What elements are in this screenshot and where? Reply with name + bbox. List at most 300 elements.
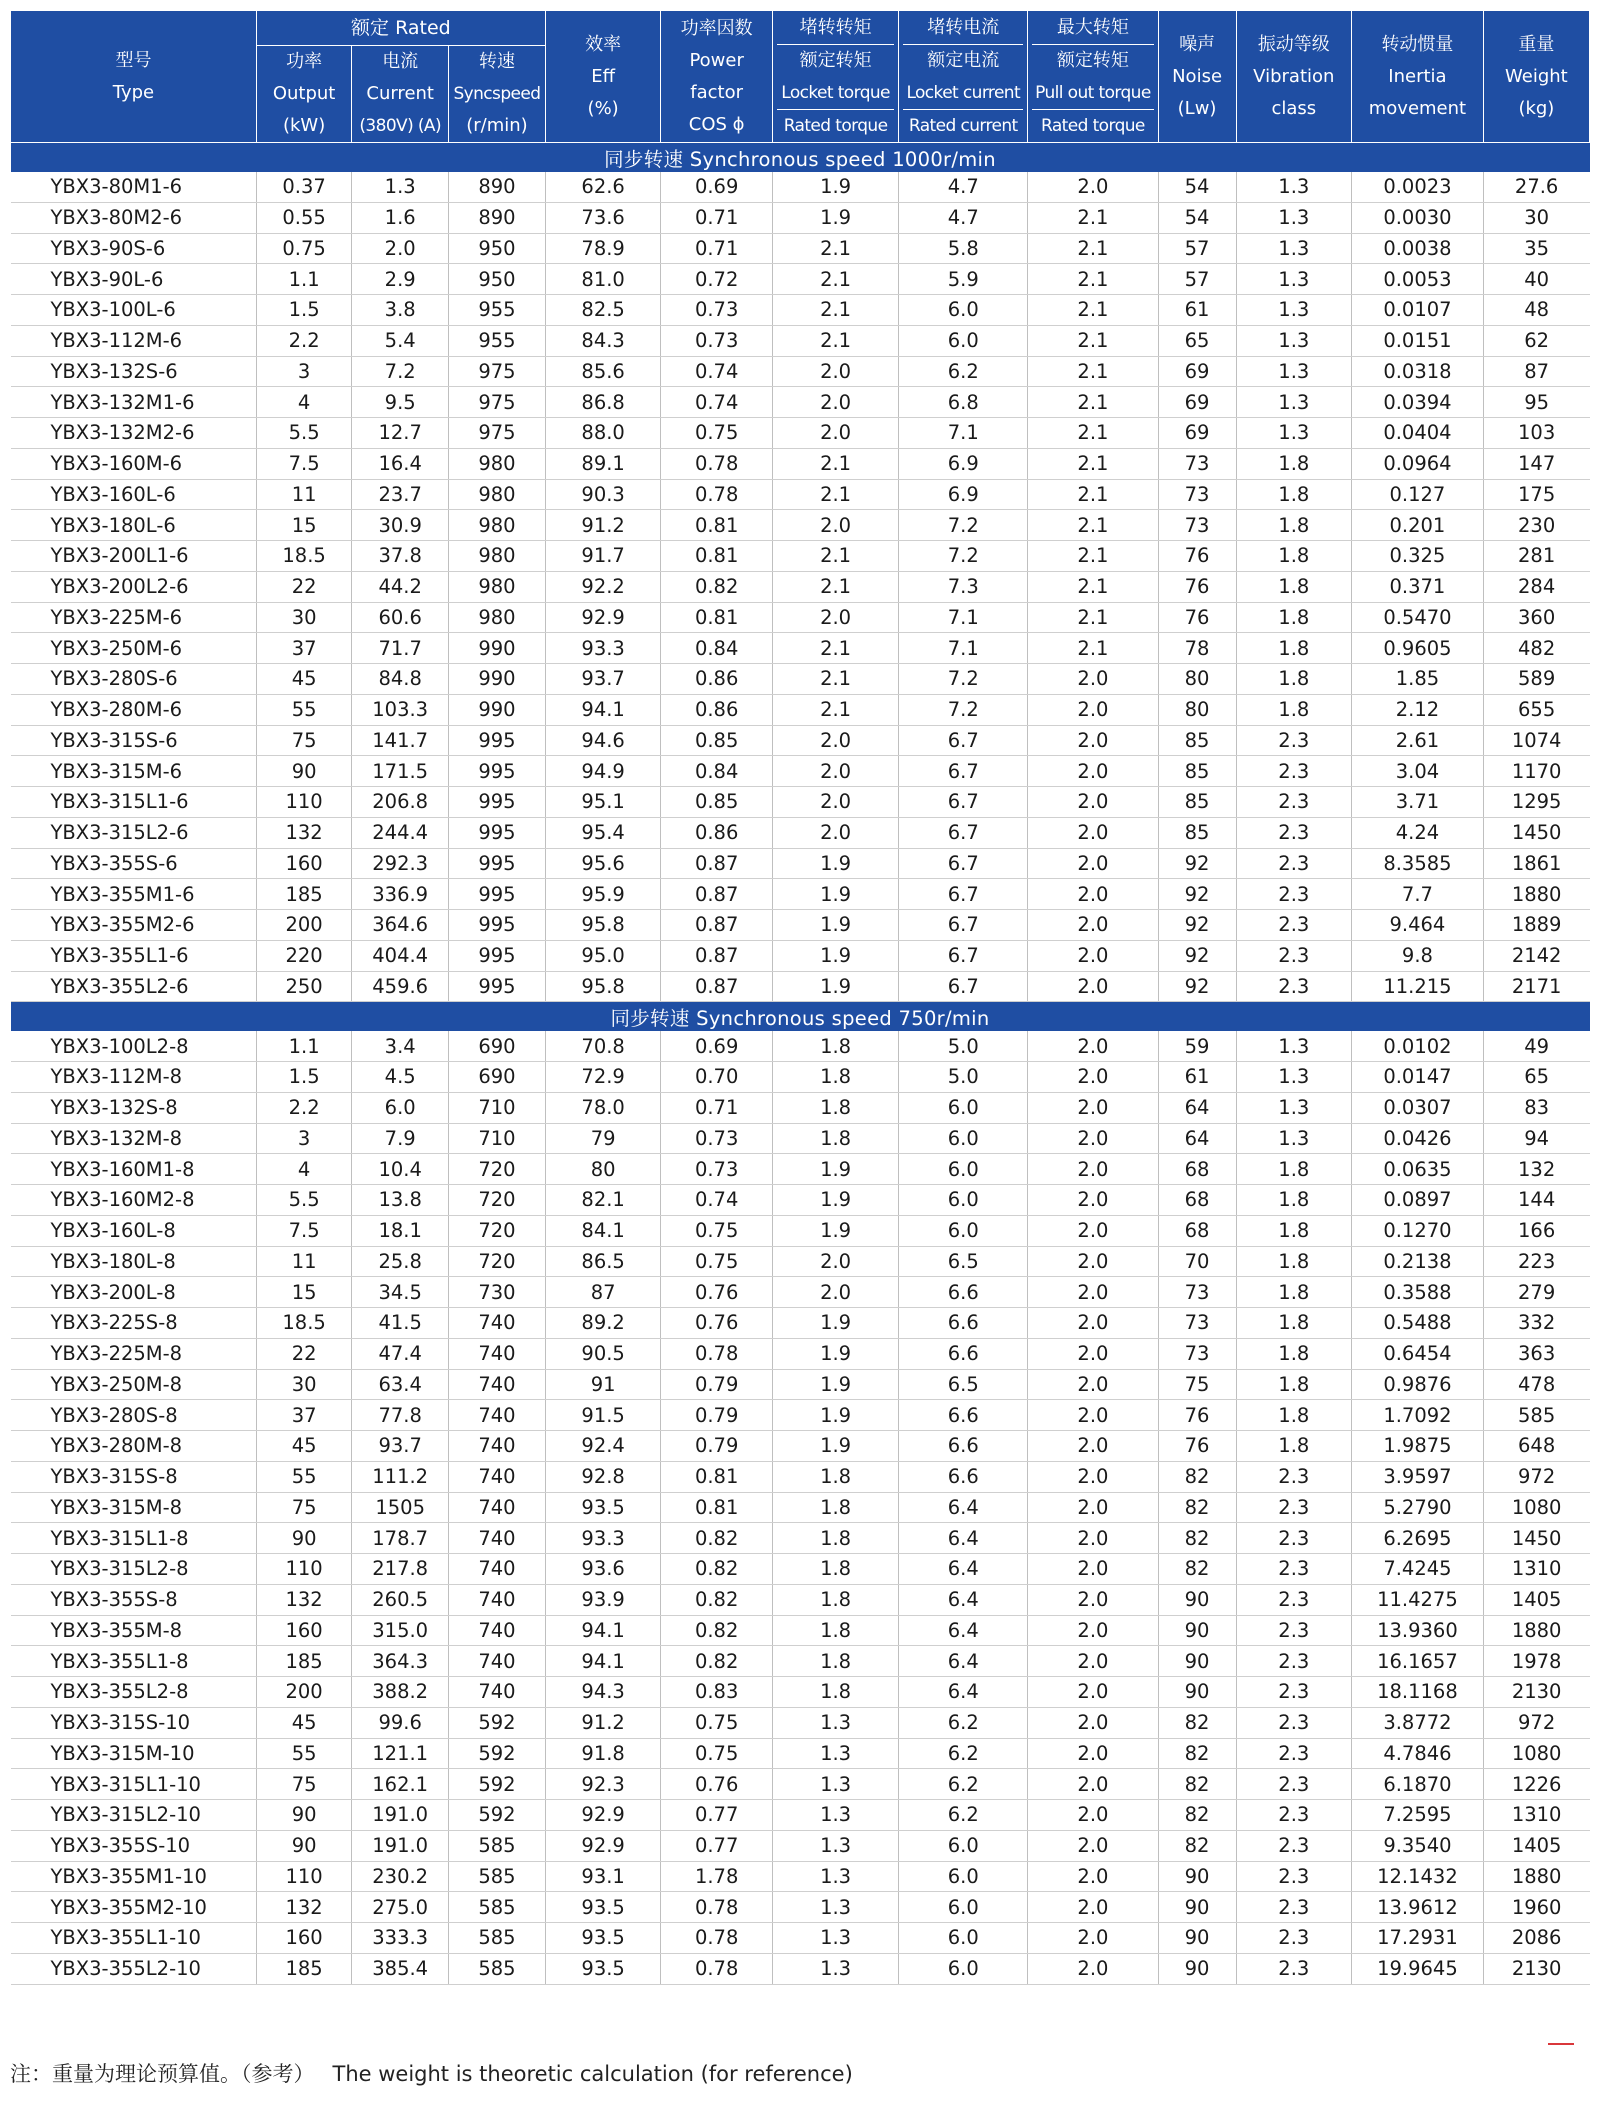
cell-current: 13.8 bbox=[352, 1185, 449, 1216]
cell-noise: 65 bbox=[1158, 325, 1236, 356]
cell-weight: 482 bbox=[1483, 633, 1589, 664]
cell-weight: 360 bbox=[1483, 602, 1589, 633]
cell-output: 110 bbox=[256, 787, 351, 818]
table-row bbox=[11, 264, 1590, 295]
cell-vibration: 2.3 bbox=[1236, 1892, 1352, 1923]
cell-current: 292.3 bbox=[352, 848, 449, 879]
cell-weight: 175 bbox=[1483, 479, 1589, 510]
cell-noise: 61 bbox=[1158, 1062, 1236, 1093]
cell-inertia: 0.0404 bbox=[1352, 418, 1484, 449]
cell-eff: 78.9 bbox=[545, 233, 661, 264]
cell-output: 250 bbox=[256, 971, 351, 1002]
header-inertia-en: Inertia bbox=[1388, 65, 1447, 87]
cell-current: 5.4 bbox=[352, 325, 449, 356]
cell-type: YBX3-355M1-6 bbox=[11, 879, 257, 910]
cell-locked-current: 6.0 bbox=[899, 1830, 1028, 1861]
cell-vibration: 1.3 bbox=[1236, 1123, 1352, 1154]
table-row bbox=[11, 725, 1590, 756]
cell-inertia: 13.9612 bbox=[1352, 1892, 1484, 1923]
cell-inertia: 4.24 bbox=[1352, 817, 1484, 848]
cell-current: 77.8 bbox=[352, 1400, 449, 1431]
cell-locked-current: 6.0 bbox=[899, 295, 1028, 326]
cell-power-factor: 0.71 bbox=[661, 233, 773, 264]
cell-current: 111.2 bbox=[352, 1461, 449, 1492]
cell-type: YBX3-250M-8 bbox=[11, 1369, 257, 1400]
cell-vibration: 2.3 bbox=[1236, 756, 1352, 787]
cell-locked-torque: 2.0 bbox=[772, 1246, 898, 1277]
cell-eff: 93.5 bbox=[545, 1892, 661, 1923]
cell-eff: 88.0 bbox=[545, 418, 661, 449]
cell-type: YBX3-225M-6 bbox=[11, 602, 257, 633]
cell-max-torque: 2.0 bbox=[1028, 1769, 1158, 1800]
cell-max-torque: 2.0 bbox=[1028, 1707, 1158, 1738]
cell-current: 99.6 bbox=[352, 1707, 449, 1738]
cell-type: YBX3-160L-6 bbox=[11, 479, 257, 510]
cell-locked-torque: 1.9 bbox=[772, 1431, 898, 1462]
cell-output: 30 bbox=[256, 602, 351, 633]
cell-type: YBX3-132M1-6 bbox=[11, 387, 257, 418]
cell-locked-torque: 2.1 bbox=[772, 264, 898, 295]
cell-output: 45 bbox=[256, 664, 351, 695]
cell-locked-torque: 1.3 bbox=[772, 1707, 898, 1738]
cell-current: 6.0 bbox=[352, 1092, 449, 1123]
cell-current: 60.6 bbox=[352, 602, 449, 633]
cell-output: 160 bbox=[256, 1923, 351, 1954]
cell-speed: 740 bbox=[449, 1615, 546, 1646]
table-row bbox=[11, 1861, 1590, 1892]
cell-power-factor: 0.82 bbox=[661, 1523, 773, 1554]
cell-vibration: 2.3 bbox=[1236, 910, 1352, 941]
cell-eff: 93.5 bbox=[545, 1923, 661, 1954]
cell-eff: 84.3 bbox=[545, 325, 661, 356]
cell-locked-current: 6.0 bbox=[899, 325, 1028, 356]
cell-vibration: 1.3 bbox=[1236, 1031, 1352, 1061]
header-speed-en: Syncspeed bbox=[453, 84, 541, 104]
cell-power-factor: 0.86 bbox=[661, 694, 773, 725]
cell-noise: 69 bbox=[1158, 418, 1236, 449]
cell-current: 9.5 bbox=[352, 387, 449, 418]
cell-inertia: 0.127 bbox=[1352, 479, 1484, 510]
cell-output: 3 bbox=[256, 356, 351, 387]
cell-speed: 740 bbox=[449, 1523, 546, 1554]
cell-speed: 890 bbox=[449, 172, 546, 202]
cell-current: 10.4 bbox=[352, 1154, 449, 1185]
cell-type: YBX3-355S-6 bbox=[11, 848, 257, 879]
table-row bbox=[11, 1431, 1590, 1462]
cell-max-torque: 2.1 bbox=[1028, 418, 1158, 449]
cell-max-torque: 2.0 bbox=[1028, 694, 1158, 725]
cell-current: 275.0 bbox=[352, 1892, 449, 1923]
cell-speed: 995 bbox=[449, 817, 546, 848]
cell-max-torque: 2.0 bbox=[1028, 1738, 1158, 1769]
cell-eff: 62.6 bbox=[545, 172, 661, 202]
cell-weight: 1450 bbox=[1483, 1523, 1589, 1554]
cell-power-factor: 0.71 bbox=[661, 1092, 773, 1123]
cell-weight: 478 bbox=[1483, 1369, 1589, 1400]
cell-eff: 94.1 bbox=[545, 1646, 661, 1677]
cell-max-torque: 2.0 bbox=[1028, 1277, 1158, 1308]
cell-max-torque: 2.0 bbox=[1028, 664, 1158, 695]
cell-noise: 64 bbox=[1158, 1123, 1236, 1154]
table-row bbox=[11, 664, 1590, 695]
cell-noise: 92 bbox=[1158, 910, 1236, 941]
cell-vibration: 1.3 bbox=[1236, 295, 1352, 326]
cell-speed: 955 bbox=[449, 325, 546, 356]
cell-inertia: 0.0394 bbox=[1352, 387, 1484, 418]
cell-speed: 585 bbox=[449, 1830, 546, 1861]
cell-output: 4 bbox=[256, 387, 351, 418]
cell-locked-current: 6.8 bbox=[899, 387, 1028, 418]
cell-eff: 95.9 bbox=[545, 879, 661, 910]
table-row bbox=[11, 1123, 1590, 1154]
table-row bbox=[11, 1277, 1590, 1308]
cell-inertia: 2.61 bbox=[1352, 725, 1484, 756]
cell-locked-current: 6.5 bbox=[899, 1246, 1028, 1277]
cell-speed: 975 bbox=[449, 387, 546, 418]
cell-current: 16.4 bbox=[352, 448, 449, 479]
cell-current: 44.2 bbox=[352, 571, 449, 602]
cell-speed: 720 bbox=[449, 1215, 546, 1246]
cell-vibration: 1.3 bbox=[1236, 418, 1352, 449]
cell-max-torque: 2.0 bbox=[1028, 1031, 1158, 1061]
cell-weight: 1880 bbox=[1483, 1615, 1589, 1646]
table-row bbox=[11, 787, 1590, 818]
cell-max-torque: 2.0 bbox=[1028, 1062, 1158, 1093]
table-row bbox=[11, 971, 1590, 1002]
cell-type: YBX3-315S-8 bbox=[11, 1461, 257, 1492]
cell-locked-current: 6.6 bbox=[899, 1277, 1028, 1308]
cell-weight: 65 bbox=[1483, 1062, 1589, 1093]
cell-power-factor: 0.75 bbox=[661, 1738, 773, 1769]
table-row bbox=[11, 1092, 1590, 1123]
cell-weight: 1310 bbox=[1483, 1800, 1589, 1831]
cell-type: YBX3-80M2-6 bbox=[11, 202, 257, 233]
cell-current: 244.4 bbox=[352, 817, 449, 848]
cell-current: 25.8 bbox=[352, 1246, 449, 1277]
cell-weight: 35 bbox=[1483, 233, 1589, 264]
cell-weight: 1450 bbox=[1483, 817, 1589, 848]
cell-vibration: 1.8 bbox=[1236, 479, 1352, 510]
cell-locked-current: 5.8 bbox=[899, 233, 1028, 264]
cell-current: 1.3 bbox=[352, 172, 449, 202]
cell-locked-torque: 1.8 bbox=[772, 1677, 898, 1708]
cell-weight: 30 bbox=[1483, 202, 1589, 233]
cell-inertia: 5.2790 bbox=[1352, 1492, 1484, 1523]
cell-eff: 94.6 bbox=[545, 725, 661, 756]
cell-eff: 95.8 bbox=[545, 910, 661, 941]
cell-inertia: 0.9605 bbox=[1352, 633, 1484, 664]
cell-power-factor: 0.87 bbox=[661, 879, 773, 910]
cell-vibration: 1.3 bbox=[1236, 356, 1352, 387]
cell-speed: 995 bbox=[449, 787, 546, 818]
header-vibration-en: Vibration bbox=[1253, 65, 1335, 87]
header-max-torque bbox=[1028, 11, 1158, 143]
cell-current: 162.1 bbox=[352, 1769, 449, 1800]
cell-eff: 95.6 bbox=[545, 848, 661, 879]
cell-current: 364.6 bbox=[352, 910, 449, 941]
header-weight bbox=[1483, 11, 1589, 143]
cell-type: YBX3-315L1-6 bbox=[11, 787, 257, 818]
cell-current: 315.0 bbox=[352, 1615, 449, 1646]
cell-speed: 955 bbox=[449, 295, 546, 326]
header-locked-current-cn2: 额定电流 bbox=[927, 49, 1000, 71]
cell-current: 388.2 bbox=[352, 1677, 449, 1708]
cell-locked-torque: 2.0 bbox=[772, 1277, 898, 1308]
cell-locked-current: 6.0 bbox=[899, 1215, 1028, 1246]
cell-noise: 90 bbox=[1158, 1677, 1236, 1708]
cell-weight: 1889 bbox=[1483, 910, 1589, 941]
cell-output: 1.5 bbox=[256, 295, 351, 326]
cell-power-factor: 0.78 bbox=[661, 1953, 773, 1984]
cell-vibration: 1.8 bbox=[1236, 510, 1352, 541]
cell-locked-torque: 1.8 bbox=[772, 1031, 898, 1061]
cell-vibration: 1.3 bbox=[1236, 387, 1352, 418]
table-row bbox=[11, 1892, 1590, 1923]
cell-inertia: 18.1168 bbox=[1352, 1677, 1484, 1708]
cell-vibration: 1.3 bbox=[1236, 325, 1352, 356]
table-row bbox=[11, 448, 1590, 479]
cell-power-factor: 0.77 bbox=[661, 1800, 773, 1831]
cell-output: 55 bbox=[256, 1738, 351, 1769]
table-row bbox=[11, 295, 1590, 326]
cell-power-factor: 0.82 bbox=[661, 1554, 773, 1585]
cell-type: YBX3-180L-6 bbox=[11, 510, 257, 541]
cell-power-factor: 0.85 bbox=[661, 725, 773, 756]
cell-power-factor: 0.81 bbox=[661, 1461, 773, 1492]
cell-weight: 648 bbox=[1483, 1431, 1589, 1462]
header-locked-torque-en1: Locket torque bbox=[781, 82, 890, 103]
cell-type: YBX3-355S-8 bbox=[11, 1584, 257, 1615]
cell-inertia: 9.464 bbox=[1352, 910, 1484, 941]
cell-locked-current: 6.4 bbox=[899, 1646, 1028, 1677]
cell-vibration: 1.3 bbox=[1236, 202, 1352, 233]
cell-type: YBX3-200L1-6 bbox=[11, 541, 257, 572]
header-pf-en1: Power bbox=[689, 49, 744, 71]
cell-current: 71.7 bbox=[352, 633, 449, 664]
cell-speed: 690 bbox=[449, 1062, 546, 1093]
table-row bbox=[11, 1031, 1590, 1061]
cell-max-torque: 2.0 bbox=[1028, 1615, 1158, 1646]
cell-max-torque: 2.0 bbox=[1028, 1185, 1158, 1216]
cell-locked-torque: 2.0 bbox=[772, 602, 898, 633]
cell-output: 4 bbox=[256, 1154, 351, 1185]
cell-locked-torque: 2.0 bbox=[772, 418, 898, 449]
cell-type: YBX3-355M-8 bbox=[11, 1615, 257, 1646]
cell-type: YBX3-90L-6 bbox=[11, 264, 257, 295]
cell-output: 132 bbox=[256, 817, 351, 848]
cell-max-torque: 2.0 bbox=[1028, 1800, 1158, 1831]
cell-type: YBX3-100L2-8 bbox=[11, 1031, 257, 1061]
cell-speed: 730 bbox=[449, 1277, 546, 1308]
cell-weight: 103 bbox=[1483, 418, 1589, 449]
header-vibration bbox=[1236, 11, 1352, 143]
cell-max-torque: 2.0 bbox=[1028, 1861, 1158, 1892]
cell-speed: 592 bbox=[449, 1738, 546, 1769]
cell-locked-torque: 1.9 bbox=[772, 879, 898, 910]
cell-power-factor: 0.75 bbox=[661, 418, 773, 449]
cell-power-factor: 0.87 bbox=[661, 910, 773, 941]
cell-noise: 59 bbox=[1158, 1031, 1236, 1061]
cell-type: YBX3-132M2-6 bbox=[11, 418, 257, 449]
cell-inertia: 0.201 bbox=[1352, 510, 1484, 541]
cell-max-torque: 2.1 bbox=[1028, 602, 1158, 633]
cell-noise: 82 bbox=[1158, 1554, 1236, 1585]
cell-speed: 975 bbox=[449, 418, 546, 449]
cell-power-factor: 0.75 bbox=[661, 1215, 773, 1246]
cell-eff: 95.0 bbox=[545, 940, 661, 971]
cell-weight: 655 bbox=[1483, 694, 1589, 725]
cell-current: 141.7 bbox=[352, 725, 449, 756]
header-inertia-en2: movement bbox=[1368, 97, 1467, 119]
cell-inertia: 9.3540 bbox=[1352, 1830, 1484, 1861]
cell-power-factor: 0.76 bbox=[661, 1769, 773, 1800]
header-output bbox=[256, 46, 351, 143]
section-row bbox=[11, 1002, 1590, 1032]
cell-output: 75 bbox=[256, 725, 351, 756]
cell-locked-current: 7.3 bbox=[899, 571, 1028, 602]
cell-power-factor: 0.82 bbox=[661, 1646, 773, 1677]
cell-power-factor: 0.78 bbox=[661, 1892, 773, 1923]
cell-vibration: 2.3 bbox=[1236, 1677, 1352, 1708]
header-speed bbox=[449, 46, 546, 143]
cell-locked-current: 6.6 bbox=[899, 1461, 1028, 1492]
cell-type: YBX3-250M-6 bbox=[11, 633, 257, 664]
cell-noise: 85 bbox=[1158, 787, 1236, 818]
cell-eff: 95.8 bbox=[545, 971, 661, 1002]
cell-eff: 91.2 bbox=[545, 1707, 661, 1738]
cell-current: 1.6 bbox=[352, 202, 449, 233]
section-title: 同步转速 Synchronous speed 750r/min bbox=[11, 1002, 1590, 1032]
cell-vibration: 2.3 bbox=[1236, 1554, 1352, 1585]
header-vibration-cn: 振动等级 bbox=[1257, 33, 1330, 55]
cell-speed: 740 bbox=[449, 1584, 546, 1615]
cell-vibration: 1.3 bbox=[1236, 233, 1352, 264]
cell-power-factor: 0.73 bbox=[661, 295, 773, 326]
cell-power-factor: 0.72 bbox=[661, 264, 773, 295]
header-max-torque-en1: Pull out torque bbox=[1035, 82, 1151, 103]
cell-type: YBX3-355L1-10 bbox=[11, 1923, 257, 1954]
cell-type: YBX3-355L1-6 bbox=[11, 940, 257, 971]
cell-current: 206.8 bbox=[352, 787, 449, 818]
cell-output: 90 bbox=[256, 1800, 351, 1831]
cell-output: 3 bbox=[256, 1123, 351, 1154]
table-row bbox=[11, 848, 1590, 879]
cell-max-torque: 2.0 bbox=[1028, 1923, 1158, 1954]
cell-weight: 1978 bbox=[1483, 1646, 1589, 1677]
table-row bbox=[11, 694, 1590, 725]
cell-max-torque: 2.1 bbox=[1028, 541, 1158, 572]
table-row bbox=[11, 233, 1590, 264]
cell-weight: 1080 bbox=[1483, 1492, 1589, 1523]
cell-current: 7.9 bbox=[352, 1123, 449, 1154]
cell-max-torque: 2.1 bbox=[1028, 202, 1158, 233]
cell-vibration: 2.3 bbox=[1236, 1492, 1352, 1523]
cell-vibration: 1.8 bbox=[1236, 1277, 1352, 1308]
cell-type: YBX3-355L2-6 bbox=[11, 971, 257, 1002]
cell-current: 191.0 bbox=[352, 1800, 449, 1831]
cell-inertia: 3.04 bbox=[1352, 756, 1484, 787]
header-output-en: Output bbox=[272, 83, 336, 104]
cell-current: 1505 bbox=[352, 1492, 449, 1523]
cell-locked-current: 6.2 bbox=[899, 1769, 1028, 1800]
table-row bbox=[11, 1461, 1590, 1492]
cell-weight: 2130 bbox=[1483, 1953, 1589, 1984]
header-rated-group: 额定 Rated bbox=[256, 11, 545, 46]
cell-locked-current: 6.9 bbox=[899, 448, 1028, 479]
cell-power-factor: 0.82 bbox=[661, 1584, 773, 1615]
accent-mark bbox=[1548, 2043, 1574, 2045]
cell-noise: 82 bbox=[1158, 1707, 1236, 1738]
cell-max-torque: 2.0 bbox=[1028, 1338, 1158, 1369]
cell-max-torque: 2.0 bbox=[1028, 1461, 1158, 1492]
cell-type: YBX3-315S-6 bbox=[11, 725, 257, 756]
cell-power-factor: 0.83 bbox=[661, 1677, 773, 1708]
motor-spec-table bbox=[10, 10, 1590, 1985]
cell-type: YBX3-160M2-8 bbox=[11, 1185, 257, 1216]
cell-noise: 80 bbox=[1158, 664, 1236, 695]
cell-locked-torque: 1.3 bbox=[772, 1892, 898, 1923]
cell-current: 2.0 bbox=[352, 233, 449, 264]
cell-max-torque: 2.1 bbox=[1028, 571, 1158, 602]
cell-locked-current: 6.2 bbox=[899, 1707, 1028, 1738]
cell-noise: 73 bbox=[1158, 510, 1236, 541]
cell-inertia: 0.5470 bbox=[1352, 602, 1484, 633]
cell-locked-current: 6.6 bbox=[899, 1431, 1028, 1462]
cell-noise: 76 bbox=[1158, 541, 1236, 572]
cell-type: YBX3-225M-8 bbox=[11, 1338, 257, 1369]
cell-locked-torque: 1.9 bbox=[772, 971, 898, 1002]
table-row bbox=[11, 1400, 1590, 1431]
cell-locked-torque: 1.8 bbox=[772, 1554, 898, 1585]
cell-weight: 332 bbox=[1483, 1308, 1589, 1339]
cell-noise: 92 bbox=[1158, 848, 1236, 879]
cell-output: 110 bbox=[256, 1861, 351, 1892]
cell-weight: 62 bbox=[1483, 325, 1589, 356]
cell-weight: 147 bbox=[1483, 448, 1589, 479]
cell-noise: 92 bbox=[1158, 940, 1236, 971]
cell-output: 185 bbox=[256, 1646, 351, 1677]
cell-noise: 70 bbox=[1158, 1246, 1236, 1277]
cell-output: 18.5 bbox=[256, 1308, 351, 1339]
cell-output: 30 bbox=[256, 1369, 351, 1400]
cell-current: 47.4 bbox=[352, 1338, 449, 1369]
cell-output: 15 bbox=[256, 510, 351, 541]
cell-locked-current: 6.0 bbox=[899, 1123, 1028, 1154]
cell-power-factor: 0.87 bbox=[661, 971, 773, 1002]
cell-speed: 585 bbox=[449, 1892, 546, 1923]
cell-speed: 585 bbox=[449, 1861, 546, 1892]
cell-locked-torque: 1.3 bbox=[772, 1769, 898, 1800]
cell-type: YBX3-315L1-8 bbox=[11, 1523, 257, 1554]
cell-inertia: 0.2138 bbox=[1352, 1246, 1484, 1277]
table-row bbox=[11, 1615, 1590, 1646]
cell-locked-torque: 2.0 bbox=[772, 510, 898, 541]
cell-power-factor: 0.77 bbox=[661, 1830, 773, 1861]
cell-locked-current: 6.7 bbox=[899, 848, 1028, 879]
cell-inertia: 12.1432 bbox=[1352, 1861, 1484, 1892]
header-eff-en: Eff bbox=[591, 65, 616, 87]
cell-type: YBX3-132S-8 bbox=[11, 1092, 257, 1123]
cell-speed: 995 bbox=[449, 971, 546, 1002]
cell-power-factor: 0.70 bbox=[661, 1062, 773, 1093]
cell-power-factor: 0.86 bbox=[661, 817, 773, 848]
header-inertia bbox=[1352, 11, 1484, 143]
cell-vibration: 1.8 bbox=[1236, 664, 1352, 695]
cell-inertia: 0.0318 bbox=[1352, 356, 1484, 387]
table-row bbox=[11, 910, 1590, 941]
table-row bbox=[11, 602, 1590, 633]
cell-speed: 720 bbox=[449, 1185, 546, 1216]
